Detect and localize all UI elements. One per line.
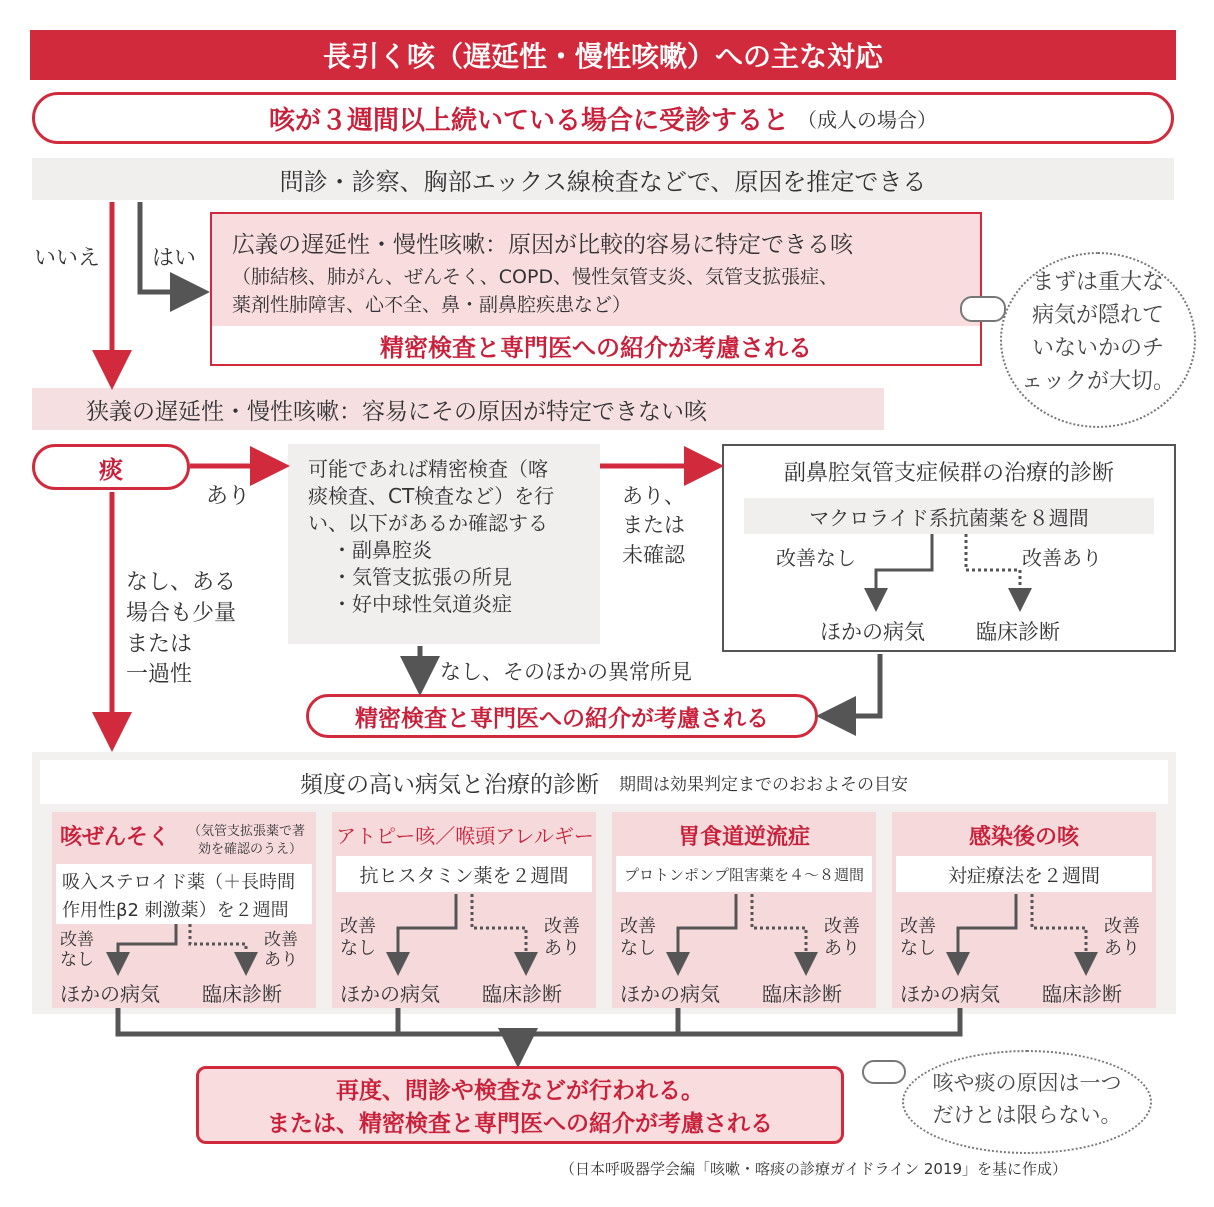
disease-no-line: 改善 [620,916,656,937]
branch-no-label: いいえ [34,246,101,271]
disease-yes-line: 改善 [544,916,580,937]
disease-other: ほかの病気 [60,982,160,1006]
disease-yes [264,930,298,971]
narrow-text: 狭義の遅延性・慢性咳嗽：容易にその原因が特定できない咳 [86,398,707,425]
disease-clinical: 臨床診断 [202,982,282,1006]
step1-text: 問診・診察、胸部エックス線検査などで、原因を推定できる [279,167,927,196]
disease-clinical: 臨床診断 [762,982,842,1006]
sinus-no-improve: 改善なし [776,546,856,570]
disease-no-line: なし [900,937,936,959]
bubble2-line: 咳や痰の原因は一つ [932,1071,1122,1095]
disease-other: ほかの病気 [620,982,720,1006]
frequent-note: 期間は効果判定までのおおよその目安 [619,774,908,795]
page-title: 長引く咳（遅延性・慢性咳嗽）への主な対応 [30,30,1176,80]
disease-treat-bg [896,856,1152,892]
final-box [196,1066,844,1144]
disease-treat-bg [336,856,592,892]
disease-no-line: 改善 [60,930,94,950]
disease-no-line: なし [60,950,94,971]
frequent-title-bg [40,760,1168,804]
disease-panel-atopic-cough [332,812,596,1008]
disease-yes [1104,916,1140,959]
disease-yes-line: 改善 [824,916,860,937]
disease-treat: 抗ヒスタミン薬を２週間 [359,864,569,887]
exam-result-yes-line: または [622,513,685,538]
note-bubble-1 [1000,252,1196,428]
intro-box [32,92,1174,144]
intro-note: （成人の場合） [797,107,937,132]
disease-treat: 吸入ステロイド薬（＋長時間 [62,872,296,893]
disease-name: アトピー咳／喉頭アレルギー [336,824,594,848]
bubble1-line: まずは重大な [1031,270,1164,295]
disease-name: 感染後の咳 [968,825,1079,850]
disease-panel-gerd [612,812,876,1008]
broad-action: 精密検査と専門医への紹介が考慮される [380,333,812,362]
frequent-title: 頻度の高い病気と治療的診断 [300,771,599,798]
disease-clinical: 臨床診断 [482,982,562,1006]
disease-clinical: 臨床診断 [1042,982,1122,1006]
disease-sub: 効を確認のうえ） [198,842,303,857]
broad-list-2: 薬剤性肺障害、心不全、鼻・副鼻腔疾患など） [232,294,632,316]
disease-panel-post-infection [892,812,1156,1008]
sinus-other: ほかの病気 [820,620,925,644]
pointing-hand-icon [862,1060,906,1084]
exam-item: ・気管支拡張の所見 [332,565,512,589]
disease-no [900,916,936,959]
sinus-clinical: 臨床診断 [976,620,1060,644]
sinus-improve: 改善あり [1022,546,1102,570]
disease-name: 胃食道逆流症 [677,825,810,850]
phlegm-no-line: なし、ある [126,570,237,595]
phlegm-no-label [126,568,236,691]
exam-line: い、以下があるか確認する [308,511,548,535]
disease-treat-bg [616,856,872,892]
disease-yes-line: あり [824,937,860,959]
disease-sub: （気管支拡張薬で著 [188,824,306,839]
action2-text: 精密検査と専門医への紹介が考慮される [355,705,769,732]
sinus-drug-bg [744,498,1154,534]
broad-box [210,212,982,366]
bubble1-line: 病気が隠れて [1031,303,1164,328]
exam-result-yes [622,482,685,570]
exam-line: 可能であれば精密検査（喀 [308,457,548,481]
bubble1-line: ェックが大切。 [1020,369,1175,394]
phlegm-label: 痰 [99,455,123,484]
exam-result-yes-line: 未確認 [622,542,685,567]
phlegm-no-line: または [126,631,193,657]
exam-item: ・副鼻腔炎 [332,538,432,562]
exam-result-yes-line: あり、 [622,484,685,508]
phlegm-yes-label: あり [206,484,251,509]
intro-main: 咳が３週間以上続いている場合に受診すると [268,105,789,136]
final-line2: または、精密検査と専門医への紹介が考慮される [267,1111,773,1137]
step1-band [32,158,1174,200]
broad-action-bg [212,326,980,364]
phlegm-no-line: 場合も少量 [126,600,237,626]
pointing-hand-icon [960,296,1006,322]
exam-box [288,444,600,644]
sinus-title: 副鼻腔気管支症候群の治療的診断 [783,461,1114,486]
disease-yes [544,916,580,959]
bubble2-line: だけとは限らない。 [932,1102,1122,1127]
disease-yes-line: あり [544,937,580,959]
exam-result-no: なし、そのほかの異常所見 [440,660,692,684]
source-credit: （日本呼吸器学会編「咳嗽・喀痰の診療ガイドライン 2019」を基に作成） [560,1160,1068,1178]
disease-treat: 作用性β2 刺激薬）を２週間 [62,900,289,921]
disease-no-line: 改善 [340,916,376,937]
action2-box [306,694,818,738]
sinus-box [722,444,1176,652]
phlegm-box [32,444,190,490]
exam-line: 痰検査、CT検査など）を行 [308,484,555,508]
broad-list-1: （肺結核、肺がん、ぜんそく、COPD、慢性気管支炎、気管支拡張症、 [232,266,839,288]
disease-no-line: 改善 [900,916,936,937]
note-bubble-2 [902,1050,1152,1154]
disease-no [620,916,656,959]
phlegm-no-line: 一過性 [126,662,193,688]
disease-other: ほかの病気 [340,982,440,1006]
narrow-band [32,388,884,430]
exam-item: ・好中球性気道炎症 [332,592,512,616]
branch-yes-label: はい [152,246,197,271]
disease-no [340,916,376,959]
disease-yes [824,916,860,959]
disease-yes-line: 改善 [264,930,298,950]
disease-yes-line: 改善 [1104,916,1140,937]
broad-heading: 広義の遅延性・慢性咳嗽：原因が比較的容易に特定できる咳 [232,232,853,258]
disease-treat: 対症療法を２週間 [947,864,1100,887]
disease-other: ほかの病気 [900,982,1000,1006]
disease-treat: プロトンポンプ阻害薬を４～８週間 [623,865,864,884]
final-line1: 再度、問診や検査などが行われる。 [336,1078,704,1104]
disease-no [60,930,94,971]
disease-no-line: なし [620,937,656,959]
disease-yes-line: あり [1104,937,1140,959]
disease-no-line: なし [340,937,376,959]
sinus-drug: マクロライド系抗菌薬を８週間 [809,505,1089,530]
disease-panel-cough-asthma [52,812,316,1008]
disease-name: 咳ぜんそく [60,825,171,850]
disease-yes-line: あり [264,950,298,971]
bubble1-line: いないかのチ [1031,336,1164,361]
